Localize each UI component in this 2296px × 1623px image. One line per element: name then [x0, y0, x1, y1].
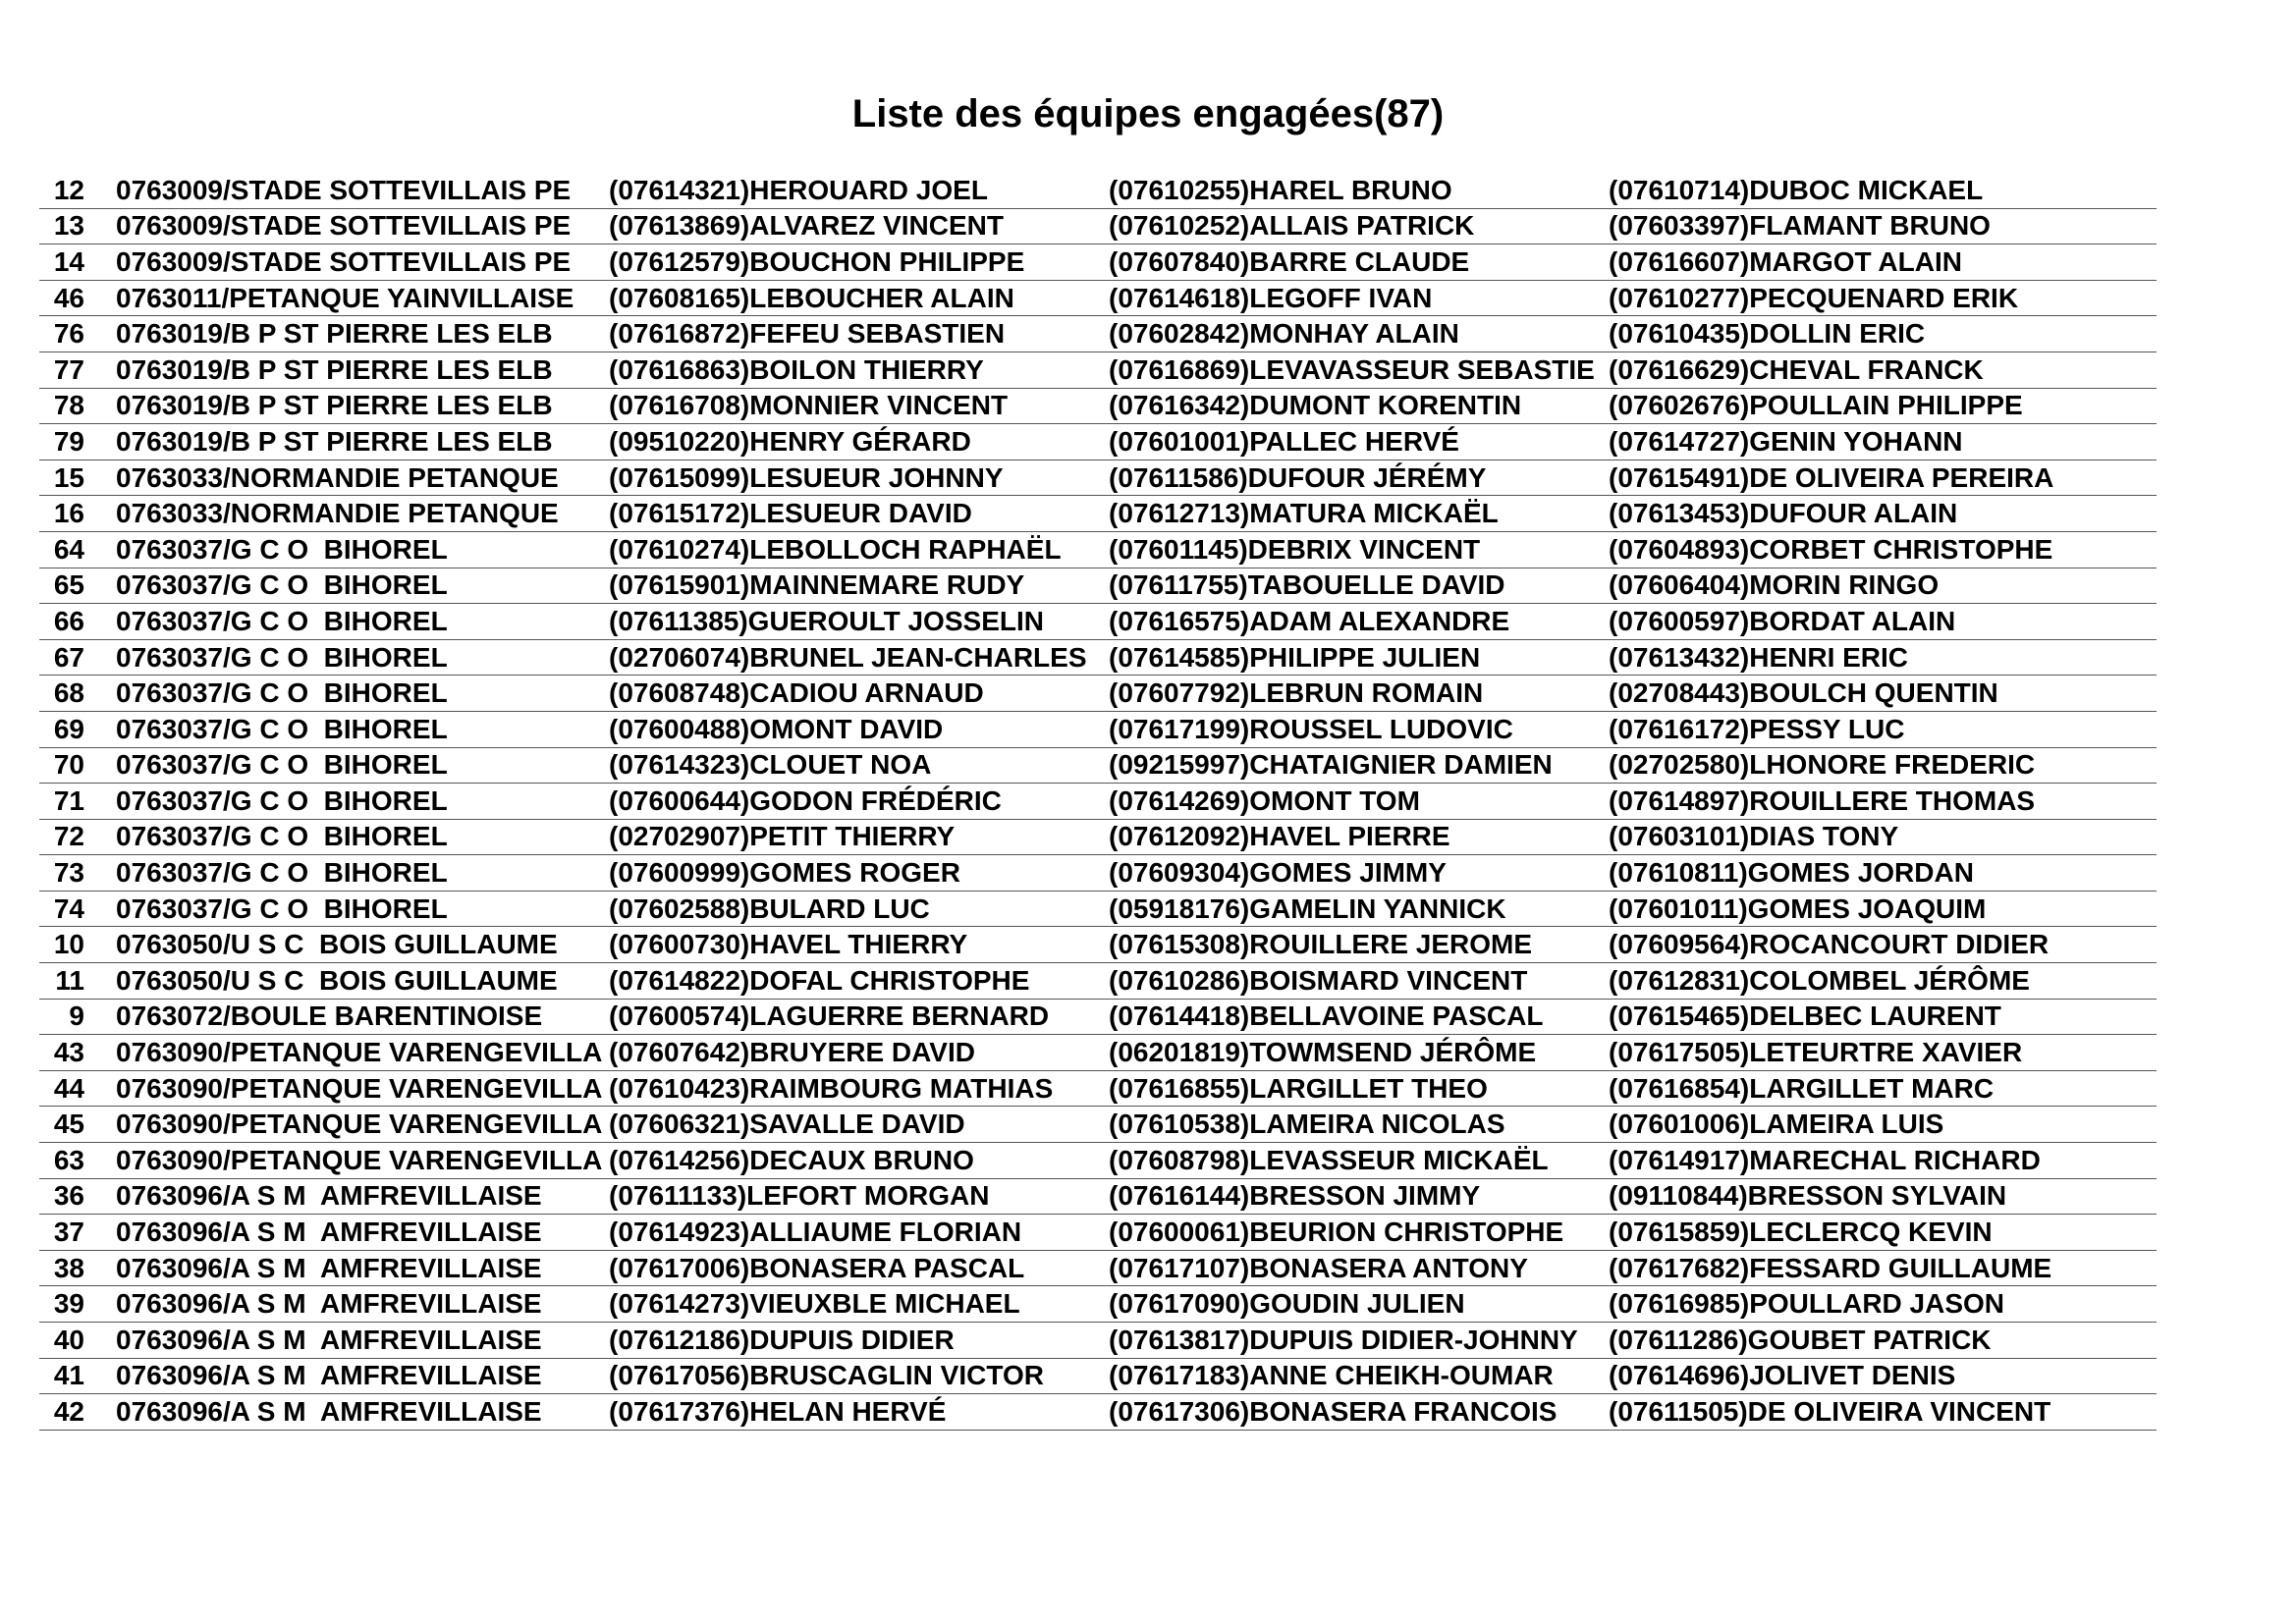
table-row — [39, 784, 2157, 820]
player-2: (07614418)BELLAVOINE PASCAL — [1109, 999, 1609, 1035]
team-number: 43 — [39, 1035, 116, 1071]
team-number: 13 — [39, 208, 116, 244]
player-1: (07600488)OMONT DAVID — [609, 711, 1109, 747]
club-name: 0763033/NORMANDIE PETANQUE — [116, 460, 609, 496]
player-1: (07613869)ALVAREZ VINCENT — [609, 208, 1109, 244]
club-name: 0763019/B P ST PIERRE LES ELB — [116, 316, 609, 352]
player-2: (07614618)LEGOFF IVAN — [1109, 280, 1609, 316]
club-name: 0763009/STADE SOTTEVILLAIS PE — [116, 173, 609, 208]
player-3: (07600597)BORDAT ALAIN — [1609, 604, 2157, 640]
table-row — [39, 496, 2157, 532]
player-1: (07616863)BOILON THIERRY — [609, 352, 1109, 388]
player-1: (07617056)BRUSCAGLIN VICTOR — [609, 1358, 1109, 1394]
player-1: (07611133)LEFORT MORGAN — [609, 1178, 1109, 1215]
player-3: (07614897)ROUILLERE THOMAS — [1609, 784, 2157, 820]
player-2: (07616869)LEVAVASSEUR SEBASTIE — [1109, 352, 1609, 388]
table-row — [39, 424, 2157, 460]
player-2: (07617199)ROUSSEL LUDOVIC — [1109, 711, 1609, 747]
player-3: (07616854)LARGILLET MARC — [1609, 1070, 2157, 1107]
team-number: 65 — [39, 568, 116, 604]
club-name: 0763019/B P ST PIERRE LES ELB — [116, 424, 609, 460]
teams-table-body — [39, 173, 2157, 1430]
club-name: 0763090/PETANQUE VARENGEVILLA — [116, 1070, 609, 1107]
player-1: (07612186)DUPUIS DIDIER — [609, 1323, 1109, 1359]
team-number: 79 — [39, 424, 116, 460]
table-row — [39, 711, 2157, 747]
team-number: 46 — [39, 280, 116, 316]
player-2: (07612713)MATURA MICKAËL — [1109, 496, 1609, 532]
player-3: (07616629)CHEVAL FRANCK — [1609, 352, 2157, 388]
table-row — [39, 352, 2157, 388]
table-row — [39, 999, 2157, 1035]
table-row — [39, 639, 2157, 676]
page-title: Liste des équipes engagées(87) — [851, 92, 1445, 135]
player-2: (07610252)ALLAIS PATRICK — [1109, 208, 1609, 244]
table-row — [39, 1394, 2157, 1431]
club-name: 0763050/U S C BOIS GUILLAUME — [116, 963, 609, 1000]
team-number: 14 — [39, 244, 116, 281]
team-number: 76 — [39, 316, 116, 352]
player-3: (07617505)LETEURTRE XAVIER — [1609, 1035, 2157, 1071]
club-name: 0763009/STADE SOTTEVILLAIS PE — [116, 244, 609, 281]
player-2: (07601001)PALLEC HERVÉ — [1109, 424, 1609, 460]
team-number: 44 — [39, 1070, 116, 1107]
club-name: 0763009/STADE SOTTEVILLAIS PE — [116, 208, 609, 244]
player-3: (07613453)DUFOUR ALAIN — [1609, 496, 2157, 532]
player-2: (07600061)BEURION CHRISTOPHE — [1109, 1215, 1609, 1251]
player-3: (07615859)LECLERCQ KEVIN — [1609, 1215, 2157, 1251]
player-3: (07614727)GENIN YOHANN — [1609, 424, 2157, 460]
team-number: 74 — [39, 891, 116, 927]
player-2: (07602842)MONHAY ALAIN — [1109, 316, 1609, 352]
player-2: (07617306)BONASERA FRANCOIS — [1109, 1394, 1609, 1431]
table-row — [39, 280, 2157, 316]
player-1: (07600730)HAVEL THIERRY — [609, 927, 1109, 963]
player-3: (02702580)LHONORE FREDERIC — [1609, 747, 2157, 784]
table-row — [39, 208, 2157, 244]
club-name: 0763037/G C O BIHOREL — [116, 891, 609, 927]
club-name: 0763096/A S M AMFREVILLAISE — [116, 1358, 609, 1394]
table-row — [39, 927, 2157, 963]
team-number: 64 — [39, 531, 116, 568]
player-1: (07614321)HEROUARD JOEL — [609, 173, 1109, 208]
player-3: (07615465)DELBEC LAURENT — [1609, 999, 2157, 1035]
club-name: 0763096/A S M AMFREVILLAISE — [116, 1286, 609, 1323]
club-name: 0763090/PETANQUE VARENGEVILLA — [116, 1107, 609, 1143]
team-number: 68 — [39, 676, 116, 712]
team-number: 16 — [39, 496, 116, 532]
player-1: (07608748)CADIOU ARNAUD — [609, 676, 1109, 712]
player-2: (07612092)HAVEL PIERRE — [1109, 819, 1609, 855]
table-row — [39, 747, 2157, 784]
club-name: 0763019/B P ST PIERRE LES ELB — [116, 352, 609, 388]
table-row — [39, 244, 2157, 281]
table-row — [39, 460, 2157, 496]
player-3: (07616172)PESSY LUC — [1609, 711, 2157, 747]
club-name: 0763096/A S M AMFREVILLAISE — [116, 1394, 609, 1431]
player-1: (07614923)ALLIAUME FLORIAN — [609, 1215, 1109, 1251]
player-2: (06201819)TOWMSEND JÉRÔME — [1109, 1035, 1609, 1071]
player-1: (07600574)LAGUERRE BERNARD — [609, 999, 1109, 1035]
player-3: (07614917)MARECHAL RICHARD — [1609, 1143, 2157, 1179]
player-1: (07600644)GODON FRÉDÉRIC — [609, 784, 1109, 820]
team-number: 73 — [39, 855, 116, 892]
player-1: (07606321)SAVALLE DAVID — [609, 1107, 1109, 1143]
team-number: 38 — [39, 1250, 116, 1286]
team-number: 72 — [39, 819, 116, 855]
player-3: (07606404)MORIN RINGO — [1609, 568, 2157, 604]
player-1: (02706074)BRUNEL JEAN-CHARLES — [609, 639, 1109, 676]
club-name: 0763037/G C O BIHOREL — [116, 676, 609, 712]
player-2: (07609304)GOMES JIMMY — [1109, 855, 1609, 892]
player-2: (07614269)OMONT TOM — [1109, 784, 1609, 820]
player-2: (07610286)BOISMARD VINCENT — [1109, 963, 1609, 1000]
club-name: 0763037/G C O BIHOREL — [116, 568, 609, 604]
club-name: 0763037/G C O BIHOREL — [116, 639, 609, 676]
team-number: 78 — [39, 388, 116, 424]
teams-table — [39, 173, 2157, 1431]
club-name: 0763011/PETANQUE YAINVILLAISE — [116, 280, 609, 316]
club-name: 0763037/G C O BIHOREL — [116, 784, 609, 820]
player-1: (07610274)LEBOLLOCH RAPHAËL — [609, 531, 1109, 568]
table-row — [39, 1358, 2157, 1394]
player-2: (07615308)ROUILLERE JEROME — [1109, 927, 1609, 963]
player-3: (07616607)MARGOT ALAIN — [1609, 244, 2157, 281]
player-2: (07616144)BRESSON JIMMY — [1109, 1178, 1609, 1215]
player-3: (07610435)DOLLIN ERIC — [1609, 316, 2157, 352]
player-3: (07615491)DE OLIVEIRA PEREIRA — [1609, 460, 2157, 496]
table-row — [39, 676, 2157, 712]
player-1: (07610423)RAIMBOURG MATHIAS — [609, 1070, 1109, 1107]
team-number: 69 — [39, 711, 116, 747]
player-1: (07615099)LESUEUR JOHNNY — [609, 460, 1109, 496]
player-3: (07610277)PECQUENARD ERIK — [1609, 280, 2157, 316]
team-number: 67 — [39, 639, 116, 676]
club-name: 0763037/G C O BIHOREL — [116, 819, 609, 855]
team-number: 70 — [39, 747, 116, 784]
table-row — [39, 1070, 2157, 1107]
table-row — [39, 1323, 2157, 1359]
club-name: 0763072/BOULE BARENTINOISE — [116, 999, 609, 1035]
player-2: (07617107)BONASERA ANTONY — [1109, 1250, 1609, 1286]
player-3: (07610714)DUBOC MICKAEL — [1609, 173, 2157, 208]
club-name: 0763090/PETANQUE VARENGEVILLA — [116, 1143, 609, 1179]
player-1: (07615901)MAINNEMARE RUDY — [609, 568, 1109, 604]
player-3: (07602676)POULLAIN PHILIPPE — [1609, 388, 2157, 424]
player-2: (07607840)BARRE CLAUDE — [1109, 244, 1609, 281]
player-1: (07616708)MONNIER VINCENT — [609, 388, 1109, 424]
table-row — [39, 173, 2157, 208]
club-name: 0763033/NORMANDIE PETANQUE — [116, 496, 609, 532]
table-row — [39, 1143, 2157, 1179]
team-number: 15 — [39, 460, 116, 496]
player-1: (07616872)FEFEU SEBASTIEN — [609, 316, 1109, 352]
team-number: 36 — [39, 1178, 116, 1215]
player-3: (07610811)GOMES JORDAN — [1609, 855, 2157, 892]
club-name: 0763096/A S M AMFREVILLAISE — [116, 1323, 609, 1359]
player-1: (07614273)VIEUXBLE MICHAEL — [609, 1286, 1109, 1323]
player-1: (07617376)HELAN HERVÉ — [609, 1394, 1109, 1431]
table-row — [39, 819, 2157, 855]
table-row — [39, 1107, 2157, 1143]
player-1: (07614256)DECAUX BRUNO — [609, 1143, 1109, 1179]
table-row — [39, 891, 2157, 927]
player-3: (02708443)BOULCH QUENTIN — [1609, 676, 2157, 712]
player-2: (07617183)ANNE CHEIKH-OUMAR — [1109, 1358, 1609, 1394]
player-2: (07611586)DUFOUR JÉRÉMY — [1109, 460, 1609, 496]
player-2: (07608798)LEVASSEUR MICKAËL — [1109, 1143, 1609, 1179]
table-row — [39, 568, 2157, 604]
player-3: (07601006)LAMEIRA LUIS — [1609, 1107, 2157, 1143]
table-row — [39, 531, 2157, 568]
club-name: 0763037/G C O BIHOREL — [116, 711, 609, 747]
club-name: 0763037/G C O BIHOREL — [116, 747, 609, 784]
player-2: (07614585)PHILIPPE JULIEN — [1109, 639, 1609, 676]
team-number: 9 — [39, 999, 116, 1035]
player-3: (07612831)COLOMBEL JÉRÔME — [1609, 963, 2157, 1000]
player-1: (07600999)GOMES ROGER — [609, 855, 1109, 892]
player-2: (07617090)GOUDIN JULIEN — [1109, 1286, 1609, 1323]
club-name: 0763037/G C O BIHOREL — [116, 604, 609, 640]
table-row — [39, 388, 2157, 424]
player-3: (07611286)GOUBET PATRICK — [1609, 1323, 2157, 1359]
player-3: (07614696)JOLIVET DENIS — [1609, 1358, 2157, 1394]
club-name: 0763019/B P ST PIERRE LES ELB — [116, 388, 609, 424]
player-3: (07603397)FLAMANT BRUNO — [1609, 208, 2157, 244]
player-3: (07611505)DE OLIVEIRA VINCENT — [1609, 1394, 2157, 1431]
player-1: (02702907)PETIT THIERRY — [609, 819, 1109, 855]
player-2: (07610255)HAREL BRUNO — [1109, 173, 1609, 208]
club-name: 0763096/A S M AMFREVILLAISE — [116, 1178, 609, 1215]
team-number: 10 — [39, 927, 116, 963]
club-name: 0763050/U S C BOIS GUILLAUME — [116, 927, 609, 963]
team-number: 12 — [39, 173, 116, 208]
team-number: 71 — [39, 784, 116, 820]
player-2: (07616855)LARGILLET THEO — [1109, 1070, 1609, 1107]
club-name: 0763037/G C O BIHOREL — [116, 531, 609, 568]
table-row — [39, 1215, 2157, 1251]
player-2: (05918176)GAMELIN YANNICK — [1109, 891, 1609, 927]
player-2: (07613817)DUPUIS DIDIER-JOHNNY — [1109, 1323, 1609, 1359]
player-1: (07617006)BONASERA PASCAL — [609, 1250, 1109, 1286]
table-row — [39, 316, 2157, 352]
player-1: (07611385)GUEROULT JOSSELIN — [609, 604, 1109, 640]
team-number: 11 — [39, 963, 116, 1000]
player-1: (07614822)DOFAL CHRISTOPHE — [609, 963, 1109, 1000]
player-2: (07616342)DUMONT KORENTIN — [1109, 388, 1609, 424]
club-name: 0763090/PETANQUE VARENGEVILLA — [116, 1035, 609, 1071]
player-1: (07614323)CLOUET NOA — [609, 747, 1109, 784]
team-number: 66 — [39, 604, 116, 640]
table-row — [39, 1250, 2157, 1286]
team-number: 63 — [39, 1143, 116, 1179]
player-1: (07615172)LESUEUR DAVID — [609, 496, 1109, 532]
player-2: (07610538)LAMEIRA NICOLAS — [1109, 1107, 1609, 1143]
table-row — [39, 1286, 2157, 1323]
player-3: (07603101)DIAS TONY — [1609, 819, 2157, 855]
player-1: (07602588)BULARD LUC — [609, 891, 1109, 927]
table-row — [39, 604, 2157, 640]
player-2: (07607792)LEBRUN ROMAIN — [1109, 676, 1609, 712]
player-3: (07617682)FESSARD GUILLAUME — [1609, 1250, 2157, 1286]
player-3: (07613432)HENRI ERIC — [1609, 639, 2157, 676]
club-name: 0763096/A S M AMFREVILLAISE — [116, 1215, 609, 1251]
player-1: (07607642)BRUYERE DAVID — [609, 1035, 1109, 1071]
player-3: (09110844)BRESSON SYLVAIN — [1609, 1178, 2157, 1215]
player-3: (07609564)ROCANCOURT DIDIER — [1609, 927, 2157, 963]
player-1: (07612579)BOUCHON PHILIPPE — [609, 244, 1109, 281]
player-2: (09215997)CHATAIGNIER DAMIEN — [1109, 747, 1609, 784]
table-row — [39, 963, 2157, 1000]
table-row — [39, 1035, 2157, 1071]
table-row — [39, 855, 2157, 892]
player-2: (07601145)DEBRIX VINCENT — [1109, 531, 1609, 568]
team-number: 39 — [39, 1286, 116, 1323]
team-number: 37 — [39, 1215, 116, 1251]
table-row — [39, 1178, 2157, 1215]
club-name: 0763037/G C O BIHOREL — [116, 855, 609, 892]
club-name: 0763096/A S M AMFREVILLAISE — [116, 1250, 609, 1286]
team-number: 77 — [39, 352, 116, 388]
player-3: (07616985)POULLARD JASON — [1609, 1286, 2157, 1323]
player-1: (07608165)LEBOUCHER ALAIN — [609, 280, 1109, 316]
player-3: (07601011)GOMES JOAQUIM — [1609, 891, 2157, 927]
team-number: 45 — [39, 1107, 116, 1143]
player-2: (07616575)ADAM ALEXANDRE — [1109, 604, 1609, 640]
team-number: 41 — [39, 1358, 116, 1394]
player-3: (07604893)CORBET CHRISTOPHE — [1609, 531, 2157, 568]
player-2: (07611755)TABOUELLE DAVID — [1109, 568, 1609, 604]
player-1: (09510220)HENRY GÉRARD — [609, 424, 1109, 460]
team-number: 40 — [39, 1323, 116, 1359]
team-number: 42 — [39, 1394, 116, 1431]
